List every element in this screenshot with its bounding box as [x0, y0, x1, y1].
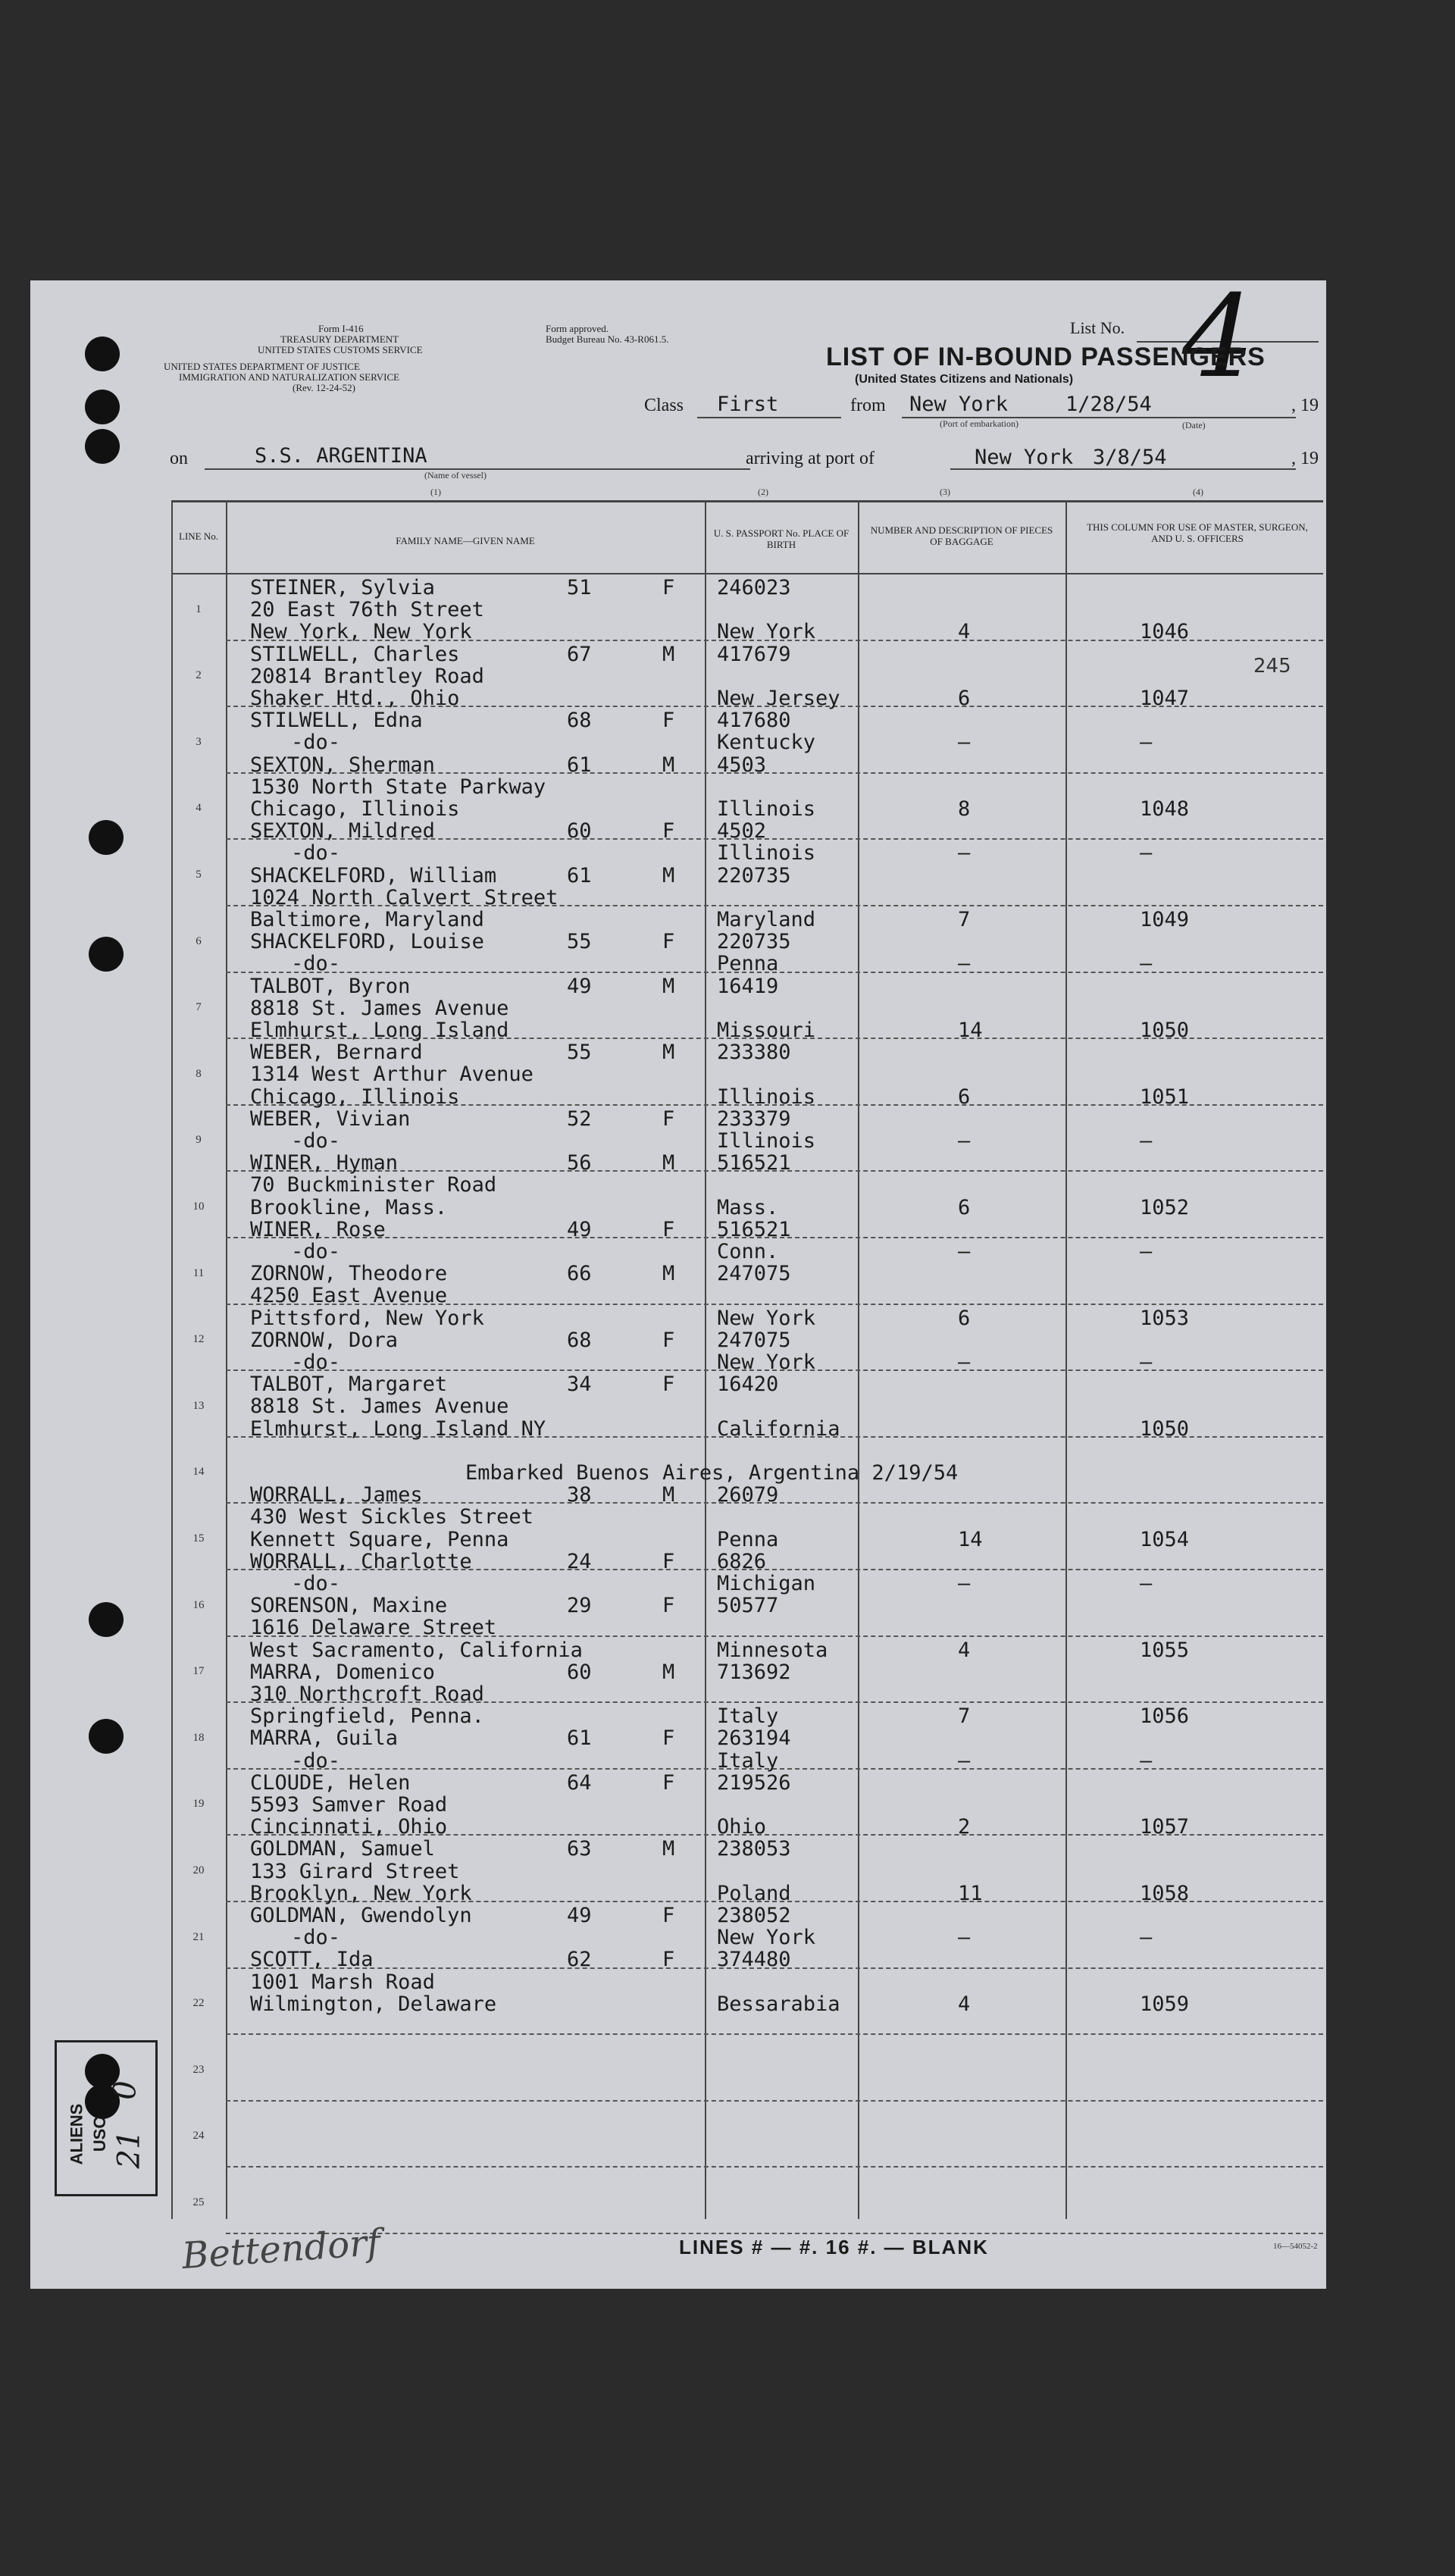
typed-entry: Wilmington, Delaware — [250, 1992, 497, 2016]
form-revision: (Rev. 12-24-52) — [293, 382, 355, 393]
passport-or-birthplace: Michigan — [717, 1572, 816, 1595]
typed-entry: GOLDMAN, Samuel — [250, 1837, 435, 1861]
typed-entry: SEXTON, Mildred — [250, 819, 435, 844]
form-number: Form I-416 — [318, 323, 364, 334]
line-number: 25 — [192, 2196, 205, 2208]
typed-entry: TALBOT, Byron — [250, 974, 411, 998]
col-header-officers: THIS COLUMN FOR USE OF MASTER, SURGEON, AND U. S. OFFICERS — [1087, 521, 1308, 544]
typed-entry: 1530 North State Parkway — [250, 775, 546, 799]
passenger-list-form — [30, 271, 1326, 2289]
sex: M — [662, 1041, 675, 1065]
line-number: 6 — [196, 934, 202, 947]
passport-or-birthplace: New York — [717, 620, 816, 644]
age: 62 — [567, 1948, 592, 1972]
typed-entry: 430 West Sickles Street — [250, 1505, 534, 1529]
typed-entry: Cincinnati, Ohio — [250, 1815, 448, 1839]
passport-or-birthplace: Conn. — [717, 1240, 779, 1263]
officer-entry: — — [1140, 1748, 1153, 1773]
line-number: 7 — [196, 1001, 202, 1014]
typed-entry: MARRA, Guila — [250, 1726, 399, 1751]
passport-or-birthplace: 238053 — [717, 1837, 791, 1861]
passport-or-birthplace: Illinois — [717, 1129, 816, 1153]
officer-entry: — — [1140, 841, 1153, 865]
typed-entry: ZORNOW, Theodore — [250, 1262, 448, 1286]
treasury-dept: TREASURY DEPARTMENT — [280, 333, 399, 345]
officer-entry: 1055 — [1140, 1638, 1190, 1662]
typed-entry: West Sacramento, California — [250, 1638, 583, 1662]
typed-entry: SHACKELFORD, Louise — [250, 930, 484, 954]
typed-entry: WEBER, Bernard — [250, 1041, 423, 1065]
age: 68 — [567, 1328, 592, 1352]
passport-or-birthplace: California — [717, 1416, 840, 1441]
line-number: 3 — [196, 735, 202, 748]
line-number: 4 — [196, 802, 202, 815]
punch-hole — [89, 1719, 124, 1754]
line-number: 1 — [196, 603, 202, 615]
passport-or-birthplace: 233379 — [717, 1106, 791, 1131]
aliens-usc-stamp — [55, 2040, 158, 2196]
embarkation-date: 1/28/54 — [1065, 393, 1152, 416]
sex: M — [662, 1660, 675, 1684]
passport-or-birthplace: 220735 — [717, 930, 791, 954]
date-caption: (Date) — [1182, 420, 1206, 430]
col-header-baggage: NUMBER AND DESCRIPTION OF PIECES OF BAGGAGE — [870, 524, 1053, 547]
col-num: (1) — [430, 487, 441, 497]
passport-or-birthplace: Italy — [717, 1704, 779, 1729]
col-num: (4) — [1193, 487, 1203, 497]
typed-entry: CLOUDE, Helen — [250, 1770, 411, 1795]
justice-dept: UNITED STATES DEPARTMENT OF JUSTICE — [164, 361, 360, 372]
typed-entry: WINER, Hyman — [250, 1151, 399, 1175]
list-no-label: List No. — [1070, 318, 1125, 337]
baggage-count: — — [958, 1351, 971, 1374]
passport-or-birthplace: 247075 — [717, 1262, 791, 1286]
passport-or-birthplace: Maryland — [717, 908, 816, 931]
typed-entry: 8818 St. James Avenue — [250, 996, 509, 1020]
budget-bureau: Budget Bureau No. 43-R061.5. — [546, 333, 669, 345]
typed-entry: Brooklyn, New York — [250, 1881, 472, 1905]
passport-or-birthplace: 219526 — [717, 1770, 791, 1795]
typed-entry: 133 Girard Street — [250, 1859, 460, 1883]
line-number: 11 — [192, 1266, 205, 1279]
rule — [697, 417, 841, 418]
age: 51 — [567, 576, 592, 599]
sex: F — [662, 709, 675, 733]
sex: M — [662, 1151, 675, 1175]
typed-entry: 5593 Samver Road — [250, 1793, 448, 1817]
typed-entry: 20 East 76th Street — [250, 598, 484, 622]
typed-entry: STILWELL, Edna — [250, 709, 423, 733]
officer-entry: 1052 — [1140, 1195, 1190, 1219]
form-code: 16—54052-2 — [1273, 2242, 1318, 2251]
header-bottom-rule — [171, 573, 1323, 574]
officer-entry: 1051 — [1140, 1085, 1190, 1109]
typed-entry: Baltimore, Maryland — [250, 908, 484, 931]
form-title: LIST OF IN-BOUND PASSENGERS — [826, 343, 1266, 371]
officer-entry: 1046 — [1140, 620, 1190, 644]
typed-entry: Shaker Htd., Ohio — [250, 687, 460, 710]
age: 49 — [567, 1904, 592, 1927]
customs-service: UNITED STATES CUSTOMS SERVICE — [258, 344, 423, 355]
officer-entry: 1049 — [1140, 908, 1190, 931]
baggage-count: — — [958, 1240, 971, 1263]
baggage-count: — — [958, 1926, 971, 1950]
arriving-label: arriving at port of — [746, 449, 875, 468]
typed-entry: Chicago, Illinois — [250, 1085, 460, 1109]
sex: M — [662, 974, 675, 998]
on-label: on — [170, 449, 188, 468]
typed-entry: -do- — [291, 1572, 341, 1595]
sex: F — [662, 930, 675, 954]
passport-or-birthplace: 417679 — [717, 642, 791, 666]
passport-or-birthplace: 26079 — [717, 1483, 779, 1507]
year-suffix: , 19 — [1291, 449, 1319, 468]
col-header-line: LINE No. — [179, 531, 218, 542]
line-number: 18 — [192, 1731, 205, 1744]
sex: F — [662, 1328, 675, 1352]
vessel-name: S.S. ARGENTINA — [255, 444, 427, 468]
class-value: First — [717, 393, 779, 416]
passport-or-birthplace: 233380 — [717, 1041, 791, 1065]
typed-entry: Kennett Square, Penna — [250, 1527, 509, 1551]
stamp-aliens: ALIENS — [67, 2103, 86, 2165]
passport-or-birthplace: 246023 — [717, 576, 791, 599]
typed-entry: STEINER, Sylvia — [250, 576, 435, 599]
line-number: 22 — [192, 1997, 205, 2010]
baggage-count: 2 — [958, 1815, 971, 1839]
ins-service: IMMIGRATION AND NATURALIZATION SERVICE — [179, 371, 400, 383]
officer-entry: 1048 — [1140, 797, 1190, 821]
typed-entry: 1001 Marsh Road — [250, 1970, 435, 1994]
embarked-note: Embarked Buenos Aires, Argentina 2/19/54 — [465, 1461, 959, 1485]
typed-entry: -do- — [291, 1748, 341, 1773]
sex: M — [662, 1262, 675, 1286]
line-number: 10 — [192, 1200, 205, 1213]
officer-entry: — — [1140, 1129, 1153, 1153]
baggage-count: 6 — [958, 687, 971, 710]
sex: F — [662, 1726, 675, 1751]
age: 55 — [567, 930, 592, 954]
sex: M — [662, 1483, 675, 1507]
passport-or-birthplace: New York — [717, 1351, 816, 1374]
row-separator — [226, 2166, 1323, 2168]
baggage-count: 7 — [958, 908, 971, 931]
name-column-rule — [705, 500, 706, 2219]
passport-or-birthplace: Bessarabia — [717, 1992, 840, 2016]
typed-entry: -do- — [291, 1351, 341, 1374]
class-label: Class — [644, 396, 684, 415]
age: 64 — [567, 1770, 592, 1795]
row-separator — [226, 2100, 1323, 2102]
sex: M — [662, 1837, 675, 1861]
passport-or-birthplace: 238052 — [717, 1904, 791, 1927]
margin-number: 245 — [1253, 655, 1291, 678]
officer-entry: — — [1140, 1572, 1153, 1595]
sex: F — [662, 1373, 675, 1397]
typed-entry: Brookline, Mass. — [250, 1195, 448, 1219]
age: 67 — [567, 642, 592, 666]
passport-or-birthplace: New York — [717, 1306, 816, 1330]
age: 38 — [567, 1483, 592, 1507]
officer-entry: 1050 — [1140, 1416, 1190, 1441]
stamp-count-aliens: 0 — [108, 2080, 143, 2100]
passport-or-birthplace: 713692 — [717, 1660, 791, 1684]
age: 49 — [567, 974, 592, 998]
punch-hole — [85, 336, 120, 371]
passport-or-birthplace: 374480 — [717, 1948, 791, 1972]
passport-or-birthplace: Missouri — [717, 1019, 816, 1042]
passport-or-birthplace: 6826 — [717, 1549, 767, 1573]
sex: F — [662, 1948, 675, 1972]
embarkation-port: New York — [909, 393, 1009, 416]
port-caption: (Port of embarkation) — [940, 418, 1018, 429]
officer-entry: 1057 — [1140, 1815, 1190, 1839]
sex: F — [662, 819, 675, 844]
passport-or-birthplace: 4502 — [717, 819, 767, 844]
baggage-count: 6 — [958, 1306, 971, 1330]
rule — [950, 468, 1296, 470]
typed-entry: SHACKELFORD, William — [250, 863, 497, 887]
baggage-count: — — [958, 1129, 971, 1153]
typed-entry: 1616 Delaware Street — [250, 1616, 497, 1640]
passport-or-birthplace: Poland — [717, 1881, 791, 1905]
line-number: 5 — [196, 869, 202, 881]
age: 34 — [567, 1373, 592, 1397]
baggage-count: 14 — [958, 1019, 983, 1042]
typed-entry: STILWELL, Charles — [250, 642, 460, 666]
baggage-count: 8 — [958, 797, 971, 821]
vessel-caption: (Name of vessel) — [424, 470, 487, 480]
table-top-rule — [171, 500, 1323, 502]
age: 29 — [567, 1594, 592, 1618]
passport-or-birthplace: New Jersey — [717, 687, 840, 710]
baggage-count: — — [958, 1748, 971, 1773]
punch-hole — [85, 429, 120, 464]
sex: M — [662, 863, 675, 887]
line-number: 16 — [192, 1598, 205, 1611]
col-num: (2) — [758, 487, 768, 497]
passport-or-birthplace: Italy — [717, 1748, 779, 1773]
baggage-count: 6 — [958, 1195, 971, 1219]
passport-or-birthplace: 4503 — [717, 753, 767, 777]
typed-entry: -do- — [291, 1129, 341, 1153]
age: 63 — [567, 1837, 592, 1861]
officer-entry: — — [1140, 952, 1153, 976]
punch-hole — [85, 390, 120, 424]
line-number: 24 — [192, 2130, 205, 2142]
line-number: 9 — [196, 1134, 202, 1147]
officer-entry: — — [1140, 1926, 1153, 1950]
passport-or-birthplace: 263194 — [717, 1726, 791, 1751]
typed-entry: GOLDMAN, Gwendolyn — [250, 1904, 472, 1927]
typed-entry: 4250 East Avenue — [250, 1284, 448, 1308]
passport-or-birthplace: 220735 — [717, 863, 791, 887]
line-number: 21 — [192, 1930, 205, 1943]
typed-entry: WEBER, Vivian — [250, 1106, 411, 1131]
baggage-count: — — [958, 952, 971, 976]
officer-entry: 1050 — [1140, 1019, 1190, 1042]
year-suffix: , 19 — [1291, 396, 1319, 415]
baggage-count: 4 — [958, 1992, 971, 2016]
line-number: 17 — [192, 1665, 205, 1678]
passport-or-birthplace: 247075 — [717, 1328, 791, 1352]
punch-hole — [89, 937, 124, 972]
officer-entry: — — [1140, 1351, 1153, 1374]
form-approved: Form approved. — [546, 323, 609, 334]
from-label: from — [850, 396, 886, 415]
age: 66 — [567, 1262, 592, 1286]
age: 60 — [567, 819, 592, 844]
line-column-rule — [226, 500, 227, 2219]
passport-or-birthplace: Mass. — [717, 1195, 779, 1219]
typed-entry: 8818 St. James Avenue — [250, 1394, 509, 1419]
typed-entry: 1314 West Arthur Avenue — [250, 1063, 534, 1087]
sex: F — [662, 1770, 675, 1795]
passport-or-birthplace: Kentucky — [717, 731, 816, 755]
typed-entry: -do- — [291, 952, 341, 976]
age: 68 — [567, 709, 592, 733]
typed-entry: Elmhurst, Long Island NY — [250, 1416, 546, 1441]
line-number: 14 — [192, 1466, 205, 1479]
typed-entry: MARRA, Domenico — [250, 1660, 435, 1684]
officer-entry: 1047 — [1140, 687, 1190, 710]
typed-entry: SCOTT, Ida — [250, 1948, 374, 1972]
typed-entry: 310 Northcroft Road — [250, 1682, 484, 1706]
baggage-count: 11 — [958, 1881, 983, 1905]
baggage-count: — — [958, 731, 971, 755]
baggage-count: 4 — [958, 1638, 971, 1662]
line-number: 19 — [192, 1798, 205, 1811]
sex: F — [662, 1549, 675, 1573]
passport-or-birthplace: 16419 — [717, 974, 779, 998]
typed-entry: -do- — [291, 1240, 341, 1263]
age: 49 — [567, 1217, 592, 1241]
baggage-column-rule — [1065, 500, 1067, 2219]
passport-or-birthplace: 417680 — [717, 709, 791, 733]
typed-entry: -do- — [291, 1926, 341, 1950]
typed-entry: SEXTON, Sherman — [250, 753, 435, 777]
officer-entry: — — [1140, 1240, 1153, 1263]
line-number: 8 — [196, 1067, 202, 1080]
officer-entry: 1058 — [1140, 1881, 1190, 1905]
officer-entry: 1056 — [1140, 1704, 1190, 1729]
row-separator — [226, 2233, 1323, 2234]
typed-entry: WORRALL, Charlotte — [250, 1549, 472, 1573]
sex: F — [662, 1217, 675, 1241]
baggage-count: 7 — [958, 1704, 971, 1729]
typed-entry: -do- — [291, 841, 341, 865]
typed-entry: Pittsford, New York — [250, 1306, 484, 1330]
age: 24 — [567, 1549, 592, 1573]
passport-or-birthplace: 516521 — [717, 1151, 791, 1175]
line-number: 13 — [192, 1399, 205, 1412]
officer-entry: 1053 — [1140, 1306, 1190, 1330]
col-num: (3) — [940, 487, 950, 497]
line-number: 2 — [196, 669, 202, 682]
age: 55 — [567, 1041, 592, 1065]
typed-entry: Chicago, Illinois — [250, 797, 460, 821]
sex: F — [662, 1904, 675, 1927]
stamp-usc: USC — [90, 2116, 110, 2152]
passport-or-birthplace: Penna — [717, 1527, 779, 1551]
passport-or-birthplace: Illinois — [717, 797, 816, 821]
passport-or-birthplace: New York — [717, 1926, 816, 1950]
age: 56 — [567, 1151, 592, 1175]
punch-hole — [89, 820, 124, 855]
officer-entry: 1054 — [1140, 1527, 1190, 1551]
passport-column-rule — [858, 500, 859, 2219]
sex: M — [662, 642, 675, 666]
sex: M — [662, 753, 675, 777]
typed-entry: WORRALL, James — [250, 1483, 423, 1507]
typed-entry: TALBOT, Margaret — [250, 1373, 448, 1397]
typed-entry: 70 Buckminister Road — [250, 1173, 497, 1197]
line-number: 20 — [192, 1864, 205, 1876]
sex: F — [662, 1106, 675, 1131]
sex: F — [662, 1594, 675, 1618]
col-header-name: FAMILY NAME—GIVEN NAME — [396, 535, 535, 546]
line-number: 15 — [192, 1532, 205, 1545]
baggage-count: — — [958, 1572, 971, 1595]
baggage-count: 6 — [958, 1085, 971, 1109]
typed-entry: Springfield, Penna. — [250, 1704, 484, 1729]
line-number: 23 — [192, 2063, 205, 2076]
line-number: 12 — [192, 1333, 205, 1346]
passport-or-birthplace: 16420 — [717, 1373, 779, 1397]
typed-entry: WINER, Rose — [250, 1217, 386, 1241]
passport-or-birthplace: Ohio — [717, 1815, 767, 1839]
sex: F — [662, 576, 675, 599]
signature: Bettendorf — [180, 2221, 382, 2278]
baggage-count: — — [958, 841, 971, 865]
passport-or-birthplace: Illinois — [717, 841, 816, 865]
table-left-rule — [171, 500, 173, 2219]
passport-or-birthplace: 50577 — [717, 1594, 779, 1618]
officer-entry: 1059 — [1140, 1992, 1190, 2016]
typed-entry: 20814 Brantley Road — [250, 664, 484, 688]
typed-entry: Elmhurst, Long Island — [250, 1019, 509, 1042]
passport-or-birthplace: Penna — [717, 952, 779, 976]
lines-summary: LINES # — #. 16 #. — BLANK — [679, 2236, 989, 2258]
passport-or-birthplace: 516521 — [717, 1217, 791, 1241]
col-header-passport: U. S. PASSPORT No. PLACE OF BIRTH — [713, 527, 850, 550]
stamp-count-usc: 21 — [111, 2130, 147, 2169]
age: 61 — [567, 753, 592, 777]
age: 61 — [567, 863, 592, 887]
officer-entry: — — [1140, 731, 1153, 755]
typed-entry: 1024 North Calvert Street — [250, 885, 559, 909]
form-subtitle: (United States Citizens and Nationals) — [855, 373, 1074, 386]
age: 52 — [567, 1106, 592, 1131]
punch-hole — [89, 1602, 124, 1637]
arrival-date: 3/8/54 — [1093, 446, 1167, 469]
typed-entry: SORENSON, Maxine — [250, 1594, 448, 1618]
list-number: 4 — [1182, 271, 1255, 403]
passport-or-birthplace: Minnesota — [717, 1638, 828, 1662]
age: 61 — [567, 1726, 592, 1751]
row-separator — [226, 2033, 1323, 2035]
baggage-count: 14 — [958, 1527, 983, 1551]
arrival-port: New York — [975, 446, 1074, 469]
typed-entry: ZORNOW, Dora — [250, 1328, 399, 1352]
age: 60 — [567, 1660, 592, 1684]
typed-entry: New York, New York — [250, 620, 472, 644]
typed-entry: -do- — [291, 731, 341, 755]
passport-or-birthplace: Illinois — [717, 1085, 816, 1109]
baggage-count: 4 — [958, 620, 971, 644]
